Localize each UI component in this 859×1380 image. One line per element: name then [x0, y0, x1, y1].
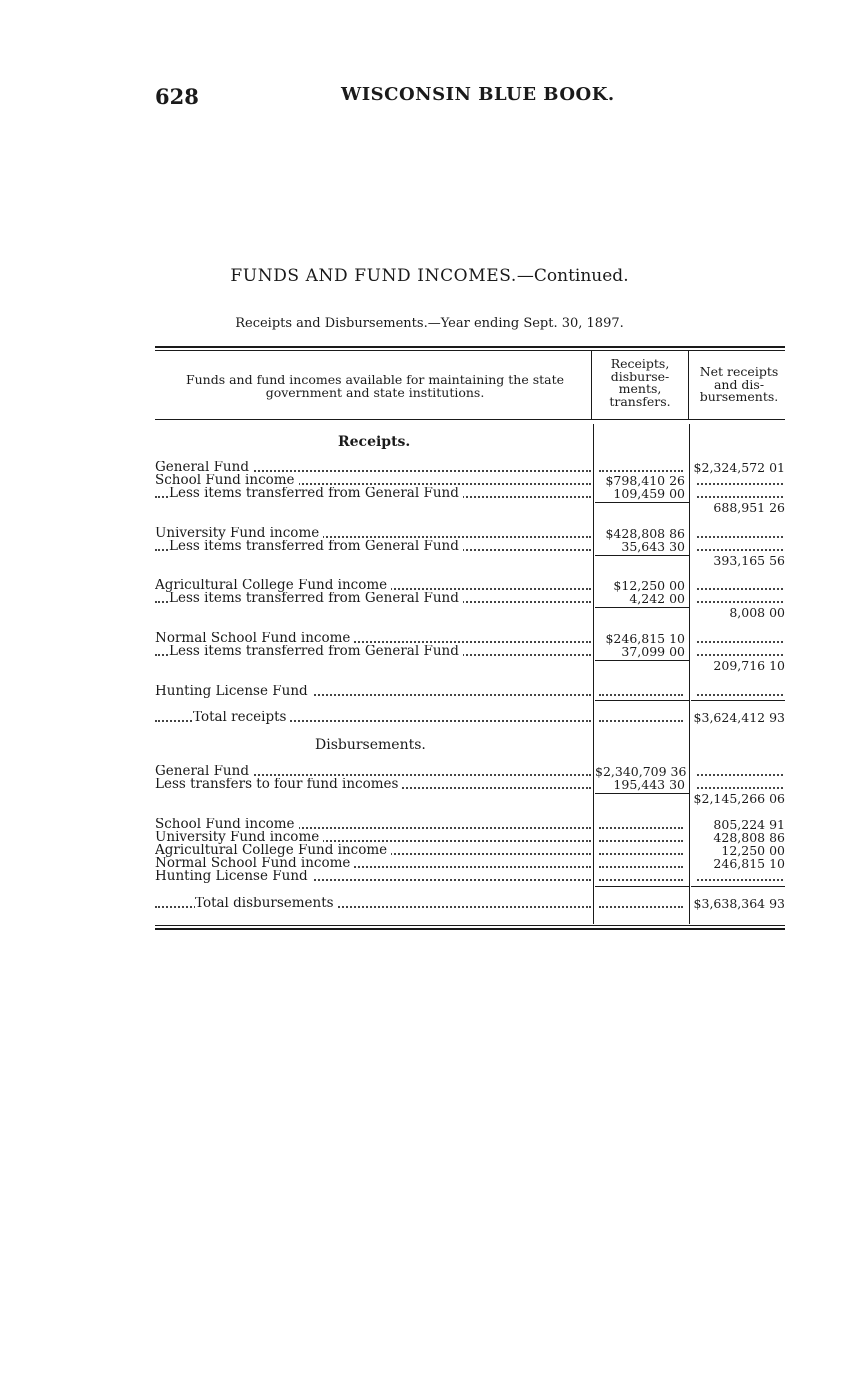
row-value-col2 — [693, 765, 785, 778]
row-value-col1: 37,099 00 — [621, 644, 685, 659]
table-row — [155, 632, 785, 645]
subtotal-rule — [595, 886, 689, 887]
row-value-col2: $2,145,266 06 — [693, 791, 785, 806]
subtotal-rule — [691, 700, 785, 701]
page-number: 628 — [155, 84, 199, 109]
row-value-col1 — [595, 685, 685, 698]
row-label: General Fund — [155, 765, 253, 778]
row-label: Hunting License Fund — [155, 870, 312, 883]
row-value-col2 — [693, 645, 785, 658]
row-label: School Fund income — [155, 818, 299, 831]
row-label: Normal School Fund income — [155, 857, 354, 870]
column-header-net: Net receipts and dis-bursements. — [699, 364, 779, 404]
table-row — [155, 659, 785, 672]
receipts-heading: Receipts. — [338, 434, 411, 450]
row-value-col1: 4,242 00 — [629, 591, 685, 606]
row-value-col1 — [595, 857, 685, 870]
row-value-col1: $2,340,709 36 — [595, 764, 687, 779]
row-value-col2: 246,815 10 — [713, 856, 785, 871]
row-value-col2: 805,224 91 — [713, 817, 785, 832]
row-value-col2 — [693, 778, 785, 791]
row-value-col2 — [693, 870, 785, 883]
column-divider — [591, 351, 592, 419]
row-value-col2: 688,951 26 — [713, 500, 785, 515]
row-value-col2 — [693, 592, 785, 605]
table-row — [155, 461, 785, 474]
table-row — [155, 645, 785, 658]
table-row — [155, 778, 785, 791]
subtotal-rule — [691, 886, 785, 887]
row-value-col1 — [595, 818, 685, 831]
row-value-col1: 109,459 00 — [613, 486, 685, 501]
row-value-col1 — [595, 831, 685, 844]
row-value-col1: $12,250 00 — [613, 578, 685, 593]
row-value-col1: $798,410 26 — [605, 473, 685, 488]
column-header-receipts-disbursements: Receipts, disburse-ments, transfers. — [609, 356, 671, 409]
top-rule — [155, 346, 785, 348]
row-label: School Fund income — [155, 474, 299, 487]
row-value-col2 — [693, 487, 785, 500]
row-value-col1: 195,443 30 — [613, 777, 685, 792]
subtotal-rule — [595, 700, 689, 701]
top-rule-thin — [155, 350, 785, 351]
row-value-col1 — [595, 897, 685, 910]
page-header — [155, 84, 785, 110]
row-value-col1 — [595, 870, 685, 883]
table-row — [155, 897, 785, 910]
row-label: Less items transferred from General Fund — [169, 645, 463, 658]
table-row — [155, 765, 785, 778]
row-label: Total receipts — [193, 711, 290, 724]
document-title — [0, 266, 859, 286]
row-label: Less items transferred from General Fund — [169, 540, 463, 553]
row-label: Hunting License Fund — [155, 685, 312, 698]
disbursements-heading: Disbursements. — [315, 737, 426, 753]
table-row — [155, 487, 785, 500]
row-value-col2 — [693, 579, 785, 592]
table-row — [155, 792, 785, 805]
table-row — [155, 540, 785, 553]
column-header-funds: Funds and fund incomes available for maintaining the state government and state institutions. — [185, 372, 565, 400]
row-value-col1: $246,815 10 — [605, 631, 685, 646]
table-row — [155, 831, 785, 844]
row-value-col2: $2,324,572 01 — [693, 460, 785, 475]
row-value-col2: 8,008 00 — [729, 605, 785, 620]
row-value-col1 — [595, 711, 685, 724]
row-label: University Fund income — [155, 831, 323, 844]
row-label: Less transfers to four fund incomes — [155, 778, 402, 791]
row-label: University Fund income — [155, 527, 323, 540]
row-value-col2 — [693, 685, 785, 698]
row-label: Total disbursements — [195, 897, 338, 910]
bottom-rule — [155, 925, 785, 926]
table-row — [155, 711, 785, 724]
bottom-rule-thick — [155, 928, 785, 930]
row-value-col1 — [595, 844, 685, 857]
row-value-col1: $428,808 86 — [605, 526, 685, 541]
row-label: Normal School Fund income — [155, 632, 354, 645]
table-row — [155, 579, 785, 592]
row-value-col2 — [693, 527, 785, 540]
table-row — [155, 592, 785, 605]
row-value-col2 — [693, 540, 785, 553]
row-label: Less items transferred from General Fund — [169, 487, 463, 500]
column-divider — [688, 351, 689, 419]
table-row — [155, 501, 785, 514]
row-value-col2 — [693, 474, 785, 487]
header-rule — [155, 419, 785, 420]
total-receipts-value: $3,624,412 93 — [693, 710, 785, 725]
table-row — [155, 844, 785, 857]
table-row — [155, 606, 785, 619]
row-value-col2 — [693, 632, 785, 645]
row-value-col2: 428,808 86 — [713, 830, 785, 845]
table-row — [155, 685, 785, 698]
row-value-col2: 393,165 56 — [713, 553, 785, 568]
row-label: General Fund — [155, 461, 253, 474]
table-row — [155, 554, 785, 567]
table-row — [155, 527, 785, 540]
row-value-col2: 209,716 10 — [713, 658, 785, 673]
document-subtitle: Receipts and Disbursements.—Year ending Sept. 30, 1897. — [235, 316, 624, 331]
table-row — [155, 474, 785, 487]
title-main: FUNDS AND FUND INCOMES. — [230, 266, 517, 286]
table-row — [155, 857, 785, 870]
row-label: Agricultural College Fund income — [155, 579, 391, 592]
row-value-col2: 12,250 00 — [721, 843, 785, 858]
total-disbursements-value: $3,638,364 93 — [693, 896, 785, 911]
table-row — [155, 818, 785, 831]
table-row — [155, 870, 785, 883]
running-title: WISCONSIN BLUE BOOK. — [341, 84, 615, 105]
funds-table — [155, 346, 785, 930]
title-continued: —Continued. — [516, 266, 629, 286]
row-label: Agricultural College Fund income — [155, 844, 391, 857]
row-label: Less items transferred from General Fund — [169, 592, 463, 605]
row-value-col1: 35,643 30 — [621, 539, 685, 554]
